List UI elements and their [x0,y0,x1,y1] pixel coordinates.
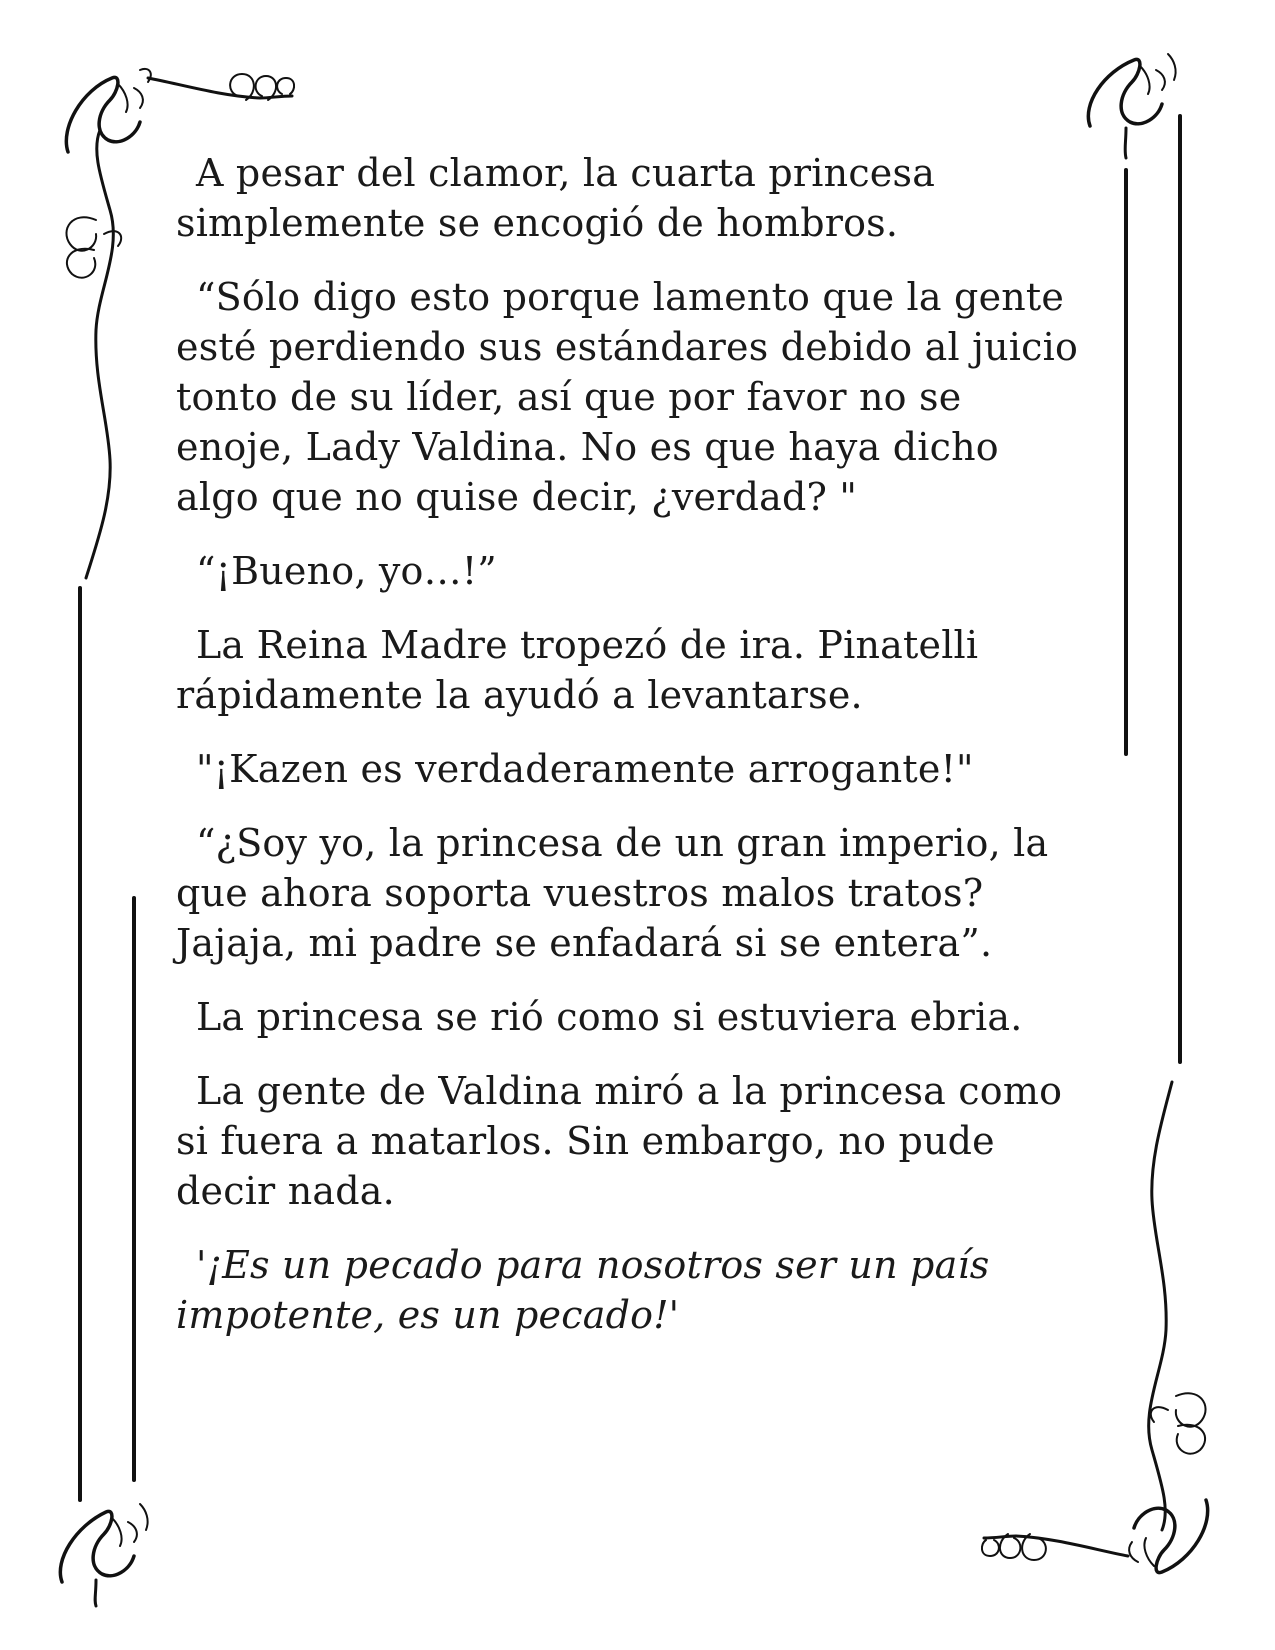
paragraph-9-thought: '¡Es un pecado para nosotros ser un país impotente, es un pecado!' [176,1243,990,1337]
paragraph-5: "¡Kazen es verdaderamente arrogante!" [196,747,974,791]
paragraph-8: La gente de Valdina miró a la princesa como si fuera a matarlos. Sin embargo, no pude decir nada. [176,1069,1063,1213]
flourish-top-right [1088,54,1175,158]
flourish-bottom-left [60,1504,147,1606]
paragraph-1: A pesar del clamor, la cuarta princesa simplemente se encogió de hombros. [176,151,936,245]
paragraph-4: La Reina Madre tropezó de ira. Pinatelli rápidamente la ayudó a levantarse. [176,623,979,717]
paragraph-3: “¡Bueno, yo…!” [196,549,497,593]
paragraph-6: “¿Soy yo, la princesa de un gran imperio, la que ahora soporta vuestros malos tratos? Jajaja, mi padre se enfadará si se entera”. [176,821,1049,965]
paragraph-7: La princesa se rió como si estuviera ebria. [196,995,1023,1039]
paragraph-2: “Sólo digo esto porque lamento que la gente esté perdiendo sus estándares debido al juicio tonto de su líder, así que por favor no se enoje, Lady Valdina. No es que haya dicho algo que no quise decir, ¿verdad? " [176,275,1079,519]
story-text [176,148,1086,1364]
